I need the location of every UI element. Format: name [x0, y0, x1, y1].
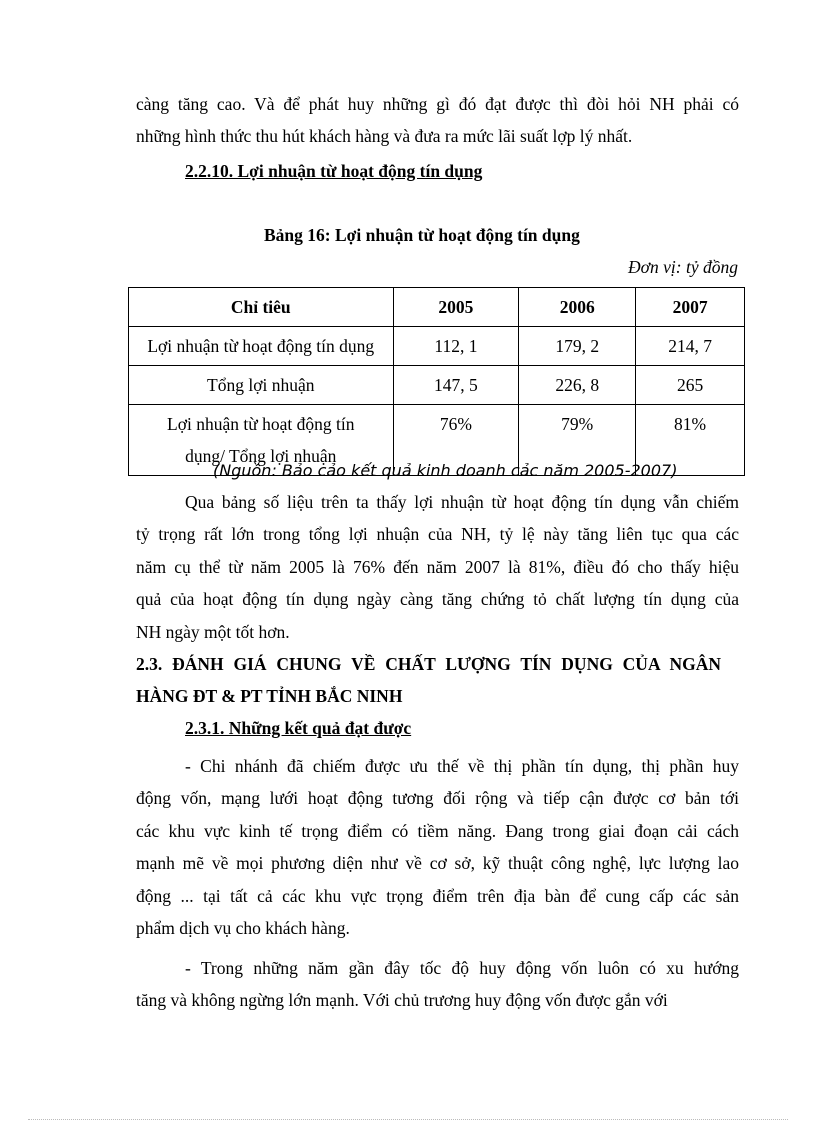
table-header-row	[129, 288, 745, 327]
text-line: quả của hoạt động tín dụng ngày càng tăng chứng tỏ chất lượng tín dụng của	[136, 589, 739, 610]
cell-2005: 112, 1	[393, 327, 519, 366]
section-heading-2-3-1: 2.3.1. Những kết quả đạt được	[185, 718, 412, 738]
header-cell: 2005	[393, 288, 519, 327]
cell-2006: 179, 2	[519, 327, 636, 366]
header-cell: 2007	[636, 288, 745, 327]
heading-line: HÀNG ĐT & PT TỈNH BẮC NINH	[136, 686, 403, 707]
text-line: - Trong những năm gần đây tốc độ huy động vốn luôn có xu hướng	[185, 958, 739, 978]
cell-2006: 79%	[519, 405, 636, 476]
text-line: càng tăng cao. Và để phát huy những gì đó đạt được thì đòi hỏi NH phải có	[136, 94, 739, 114]
cell-2007: 214, 7	[636, 327, 745, 366]
table-row	[129, 366, 745, 405]
table-source: (Nguồn: Bảo cảo kết quả kinh doanh cảc năm 2005-2007)	[213, 461, 678, 480]
cell-2006: 226, 8	[519, 366, 636, 405]
text-line: động ... tại tất cả các khu vực trọng điểm trên địa bàn để cung cấp các sản	[136, 885, 739, 906]
table-unit: Đơn vị: tỷ đồng	[628, 257, 738, 277]
text-line: những hình thức thu hút khách hàng và đưa ra mức lãi suất lợp lý nhất.	[136, 126, 633, 147]
text-line: tỷ trọng rất lớn trong tổng lợi nhuận của NH, tỷ lệ này tăng liên tục qua các	[136, 524, 739, 545]
section-heading-2-2-10: 2.2.10. Lợi nhuận từ hoạt động tín dụng	[185, 161, 483, 181]
section-heading-2-3	[136, 648, 721, 713]
intro-paragraph	[136, 88, 739, 153]
text-line: Qua bảng số liệu trên ta thấy lợi nhuận từ hoạt động tín dụng vẫn chiếm	[185, 492, 739, 512]
text-line: NH ngày một tốt hơn.	[136, 621, 290, 642]
heading-line: 2.3. ĐÁNH GIÁ CHUNG VỀ CHẤT LƯỢNG TÍN DỤNG CỦA NGÂN	[136, 654, 721, 674]
row-label: Lợi nhuận từ hoạt động tín dụng	[129, 327, 394, 366]
cell-2007: 265	[636, 366, 745, 405]
cell-2007: 81%	[636, 405, 745, 476]
header-cell: 2006	[519, 288, 636, 327]
page-divider	[28, 1119, 788, 1120]
table-row	[129, 327, 745, 366]
cell-2005: 147, 5	[393, 366, 519, 405]
results-paragraph-2	[136, 952, 739, 1017]
table-title: Bảng 16: Lợi nhuận từ hoạt động tín dụng	[264, 225, 580, 245]
header-cell: Chỉ tiêu	[129, 288, 394, 327]
text-line: phẩm dịch vụ cho khách hàng.	[136, 918, 350, 939]
profit-table	[128, 287, 745, 476]
text-line: các khu vực kinh tế trọng điểm có tiềm năng. Đang trong giai đoạn cải cách	[136, 820, 739, 841]
row-label: Tổng lợi nhuận	[129, 366, 394, 405]
text-line: động vốn, mạng lưới hoạt động tương đối rộng và tiếp cận được cơ bản tới	[136, 788, 739, 809]
row-label-line: dụng/ Tổng lợi nhuận	[185, 446, 337, 466]
row-label-line: Lợi nhuận từ hoạt động tín	[167, 414, 355, 434]
results-paragraph-1	[136, 750, 739, 944]
text-line: tăng và không ngừng lớn mạnh. Với chủ trương huy động vốn được gắn với	[136, 990, 668, 1011]
text-line: mạnh mẽ về mọi phương diện như về cơ sở, kỹ thuật công nghệ, lực lượng lao	[136, 853, 739, 874]
text-line: năm cụ thể từ năm 2005 là 76% đến năm 2007 là 81%, điều đó cho thấy hiệu	[136, 556, 739, 577]
cell-2005: 76%	[393, 405, 519, 476]
text-line: - Chi nhánh đã chiếm được ưu thế về thị phần tín dụng, thị phần huy	[185, 756, 739, 776]
analysis-paragraph	[136, 486, 739, 648]
